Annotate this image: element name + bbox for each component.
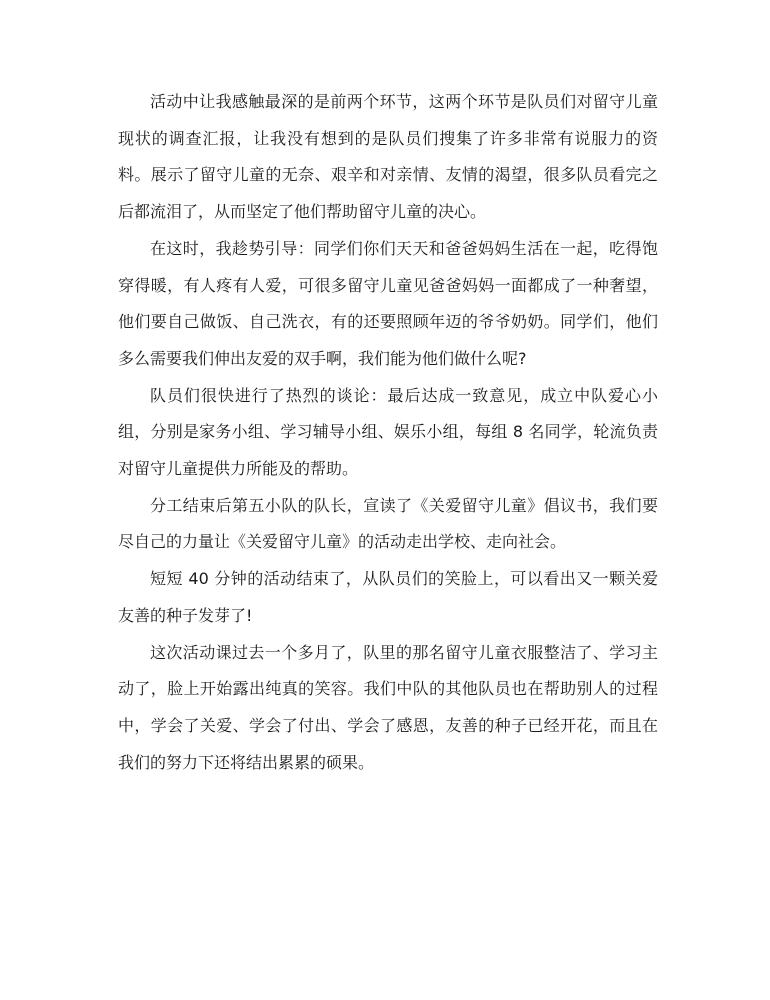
paragraph-1: 活动中让我感触最深的是前两个环节，这两个环节是队员们对留守儿童现状的调查汇报，让我没有想到的是队员们搜集了许多非常有说服力的资料。展示了留守儿童的无奈、艰辛和对亲情、友情的渴望，很多队员看完之后都流泪了，从而坚定了他们帮助留守儿童的决心。: [118, 92, 658, 222]
paragraph-4: 分工结束后第五小队的队长，宣读了《关爱留守儿童》倡议书，我们要尽自己的力量让《关爱留守儿童》的活动走出学校、走向社会。: [118, 495, 658, 552]
paragraph-3: 队员们很快进行了热烈的谈论：最后达成一致意见，成立中队爱心小组，分别是家务小组、学习辅导小组、娱乐小组，每组 8 名同学，轮流负责对留守儿童提供力所能及的帮助。: [118, 385, 658, 479]
document-body: [118, 84, 658, 781]
paragraph-5: 短短 40 分钟的活动结束了，从队员们的笑脸上，可以看出又一颗关爱友善的种子发芽了!: [118, 569, 658, 625]
paragraph-6: 这次活动课过去一个多月了，队里的那名留守儿童衣服整洁了、学习主动了，脸上开始露出纯真的笑容。我们中队的其他队员也在帮助别人的过程中，学会了关爱、学会了付出、学会了感恩，友善的种子已经开花，而且在我们的努力下还将结出累累的硕果。: [118, 642, 658, 772]
paragraph-2: 在这时，我趁势引导：同学们你们天天和爸爸妈妈生活在一起，吃得饱穿得暖，有人疼有人爱，可很多留守儿童见爸爸妈妈一面都成了一种奢望，他们要自己做饭、自己洗衣，有的还要照顾年迈的爷爷奶奶。同学们，他们多么需要我们伸出友爱的双手啊，我们能为他们做什么呢?: [118, 238, 658, 368]
